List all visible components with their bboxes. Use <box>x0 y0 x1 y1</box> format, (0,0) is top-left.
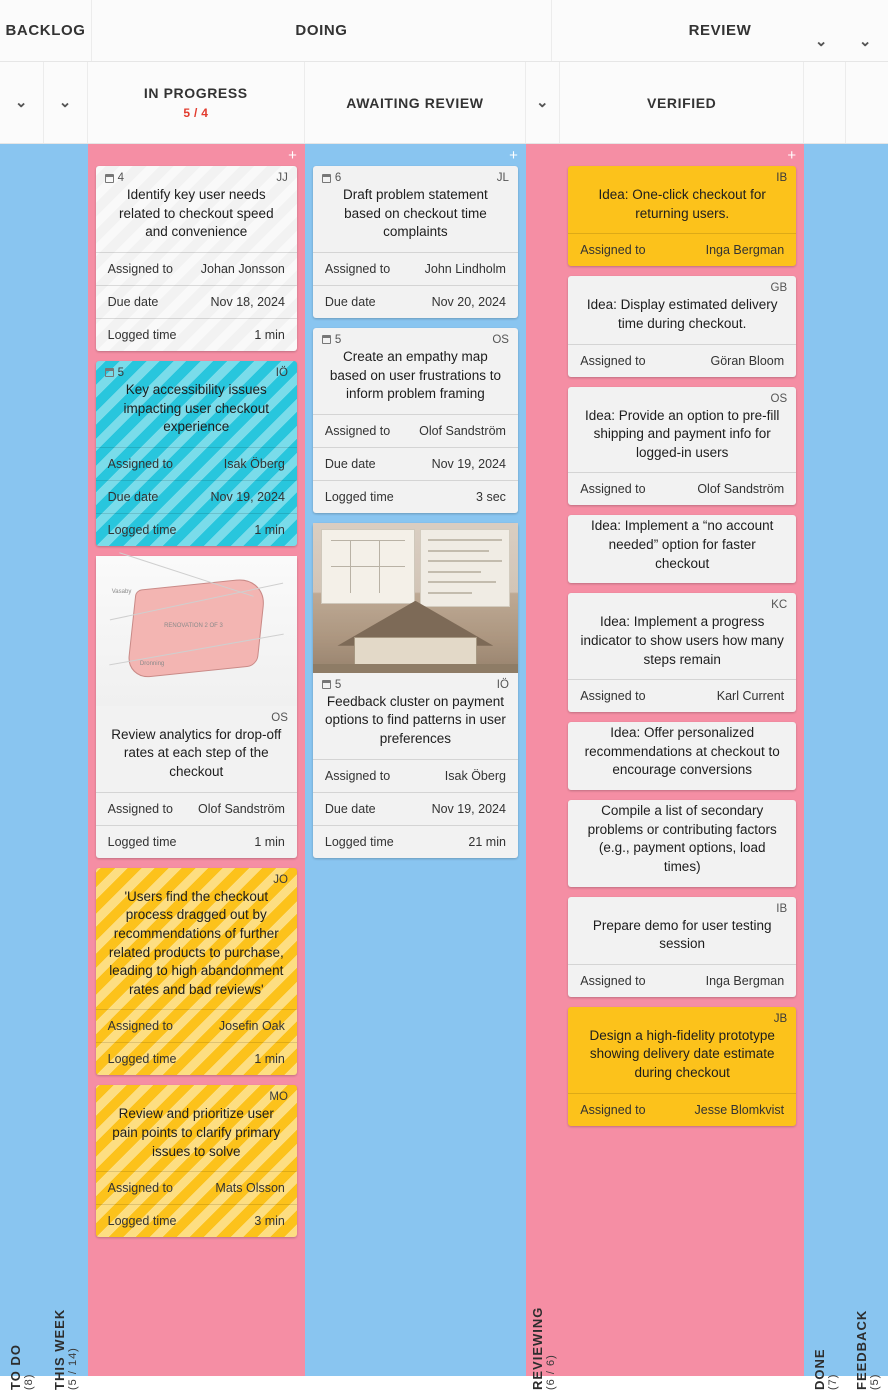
avatar-initials: GB <box>770 282 788 295</box>
card-meta-value: Nov 19, 2024 <box>431 801 506 816</box>
card-meta-label: Assigned to <box>107 456 173 471</box>
card-title: Prepare demo for user testing session <box>592 917 772 952</box>
group-header-row <box>0 0 888 62</box>
card-meta-label: Assigned to <box>324 261 391 276</box>
card-meta-value: Göran Bloom <box>710 353 785 368</box>
card-meta-value: Isak Öberg <box>223 456 285 471</box>
card-meta-label: Assigned to <box>580 243 646 258</box>
card-title: Compile a list of secondary problems or contributing factors (e.g., payment options, load times) <box>587 803 777 874</box>
card-meta-row <box>96 513 297 546</box>
calendar-icon <box>322 174 331 183</box>
lane-todo-label-wrap <box>0 158 44 1390</box>
lane-this-week[interactable] <box>44 144 88 1390</box>
card-meta-row <box>313 825 518 858</box>
card-meta-value: 1 min <box>254 522 285 537</box>
card-meta-row <box>313 447 518 480</box>
card-meta-value: Nov 19, 2024 <box>210 489 285 504</box>
card-meta-row <box>313 480 518 513</box>
card-header <box>96 166 297 184</box>
card-title: Idea: Implement a “no account needed” option for faster checkout <box>591 518 774 571</box>
card-meta-row <box>96 252 297 285</box>
wip-limit-badge: 5 / 4 <box>183 106 209 120</box>
avatar-initials: OS <box>492 333 509 346</box>
card[interactable] <box>313 166 518 318</box>
card-title: Idea: Provide an option to pre-fill shipping and payment info for logged-in users <box>585 407 780 460</box>
card-meta-label: Assigned to <box>324 423 391 438</box>
calendar-icon <box>105 174 114 183</box>
card-meta-value: Inga Bergman <box>705 973 785 988</box>
card-title: Draft problem statement based on checkout time complaints <box>343 187 488 240</box>
card-header <box>568 1007 796 1025</box>
card-meta-label: Assigned to <box>580 973 646 988</box>
add-card-button-awaiting-review[interactable]: + <box>509 147 518 164</box>
card-meta-row <box>96 285 297 318</box>
card-meta-value: Mats Olsson <box>215 1181 285 1196</box>
card-due-chip <box>322 172 341 184</box>
card-days-count: 5 <box>334 333 342 346</box>
lane-done-label-wrap <box>804 158 846 1390</box>
card-meta-value: Jesse Blomkvist <box>694 1102 785 1117</box>
card-title: Idea: Offer personalized recommendations at checkout to encourage conversions <box>584 725 780 778</box>
chevron-down-icon-done[interactable]: ⌄ <box>814 33 828 50</box>
subheader-awaiting-review-label: AWAITING REVIEW <box>346 94 484 111</box>
card[interactable] <box>313 328 518 513</box>
card-meta-row <box>96 1042 297 1075</box>
avatar-initials: IÖ <box>496 678 509 691</box>
lane-in-progress-cards <box>88 144 305 1247</box>
card-meta-label: Logged time <box>324 489 394 504</box>
card-meta-row <box>313 414 518 447</box>
lane-done-label: DONE <box>811 1348 827 1390</box>
card-meta-label: Due date <box>324 294 376 309</box>
card-meta-label: Assigned to <box>580 482 646 497</box>
card-meta-value: Olof Sandström <box>697 482 785 497</box>
card-due-chip <box>105 367 124 379</box>
card-title: Review and prioritize user pain points to clarify primary issues to solve <box>112 1106 281 1159</box>
card-meta-value: 3 min <box>254 1214 285 1229</box>
card-days-count: 4 <box>117 172 125 184</box>
card-title: Feedback cluster on payment options to find patterns in user preferences <box>324 693 506 746</box>
add-card-button-in-progress[interactable]: + <box>288 147 297 164</box>
subheader-this-week[interactable] <box>44 62 88 143</box>
avatar-initials: MO <box>269 1091 288 1104</box>
card-meta-row <box>96 825 297 858</box>
card[interactable] <box>96 166 297 351</box>
card[interactable] <box>568 166 796 266</box>
card-meta-value: Nov 18, 2024 <box>210 294 285 309</box>
card-meta-row <box>313 759 518 792</box>
card-meta-row <box>568 233 796 266</box>
avatar-initials: JJ <box>276 172 288 184</box>
avatar-initials: OS <box>770 392 788 405</box>
card-meta-label: Assigned to <box>580 689 646 704</box>
card-meta-label: Assigned to <box>580 353 646 368</box>
calendar-icon <box>322 680 331 689</box>
card[interactable] <box>568 897 796 997</box>
card-meta-value: Josefin Oak <box>218 1019 285 1034</box>
lane-feedback-count: (5) <box>868 1373 881 1390</box>
subheader-verified[interactable] <box>560 62 804 143</box>
lane-done[interactable] <box>804 144 846 1390</box>
avatar-initials: JL <box>496 172 509 184</box>
lane-todo-count: (8) <box>23 1373 36 1390</box>
subheader-in-progress[interactable] <box>88 62 305 143</box>
card-thumbnail-photo <box>313 523 518 673</box>
card-meta-label: Logged time <box>107 522 177 537</box>
group-header-backlog[interactable] <box>0 0 92 61</box>
lane-this-week-count: (5 / 14) <box>67 1347 80 1390</box>
card-meta-label: Logged time <box>107 327 177 342</box>
lane-reviewing[interactable] <box>526 144 560 1390</box>
card-thumbnail-map: Vasaby RENOVATION 2 OF 3 Dronning <box>96 556 297 706</box>
card[interactable] <box>96 868 297 1076</box>
card-meta-label: Assigned to <box>107 1181 173 1196</box>
avatar-initials: IB <box>776 902 788 915</box>
chevron-down-icon-this-week[interactable]: ⌄ <box>58 94 72 111</box>
card-title: Idea: Display estimated delivery time during checkout. <box>586 297 778 331</box>
card[interactable] <box>96 361 297 546</box>
subheader-verified-label: VERIFIED <box>647 94 717 111</box>
card-meta-label: Assigned to <box>107 261 173 276</box>
card-due-chip <box>105 172 124 184</box>
card-meta-label: Due date <box>324 801 376 816</box>
subheader-feedback[interactable] <box>846 62 888 143</box>
group-header-doing-label: DOING <box>295 22 348 39</box>
card-meta-row <box>568 472 796 505</box>
group-header-backlog-label: BACKLOG <box>5 22 86 39</box>
subgroup-header-row <box>0 62 888 144</box>
card-header <box>568 387 796 405</box>
card-header <box>96 706 297 724</box>
card-meta-row <box>96 1171 297 1204</box>
card-meta-row <box>96 1009 297 1042</box>
chevron-down-icon-todo[interactable]: ⌄ <box>14 94 29 111</box>
card-meta-label: Assigned to <box>107 1019 173 1034</box>
card-meta-value: John Lindholm <box>424 261 506 276</box>
card[interactable] <box>568 800 796 887</box>
avatar-initials: JB <box>773 1012 788 1025</box>
avatar-initials: KC <box>771 599 788 612</box>
card-header <box>568 897 796 915</box>
group-header-review-label: REVIEW <box>688 22 752 39</box>
card-meta-label: Due date <box>107 294 159 309</box>
card-header <box>568 166 796 184</box>
card-meta-row <box>313 285 518 318</box>
card-title: Identify key user needs related to checkout speed and convenience <box>118 187 274 240</box>
card[interactable] <box>568 593 796 712</box>
avatar-initials: JO <box>273 873 288 886</box>
card-meta-row <box>96 447 297 480</box>
card-header <box>313 673 518 691</box>
card-meta-row <box>568 344 796 377</box>
lane-reviewing-label-wrap <box>526 158 560 1390</box>
card-header <box>96 868 297 886</box>
card-meta-value: Isak Öberg <box>444 768 506 783</box>
card-meta-label: Assigned to <box>580 1102 646 1117</box>
card-header <box>96 1085 297 1103</box>
card-meta-label: Logged time <box>107 1052 177 1067</box>
card-title: Idea: Implement a progress indicator to show users how many steps remain <box>580 614 784 667</box>
card-meta-value: Johan Jonsson <box>200 261 285 276</box>
card-meta-value: Olof Sandström <box>198 801 285 816</box>
card[interactable] <box>568 387 796 506</box>
card-meta-row <box>96 318 297 351</box>
card[interactable] <box>313 523 518 858</box>
card-meta-value: Karl Current <box>716 689 785 704</box>
card-meta-row <box>96 792 297 825</box>
lane-done-count: (7) <box>826 1373 839 1390</box>
lane-todo-label: TO DO <box>8 1344 24 1390</box>
card-meta-value: Nov 19, 2024 <box>431 456 506 471</box>
lane-this-week-label: THIS WEEK <box>52 1308 68 1390</box>
card-meta-label: Logged time <box>107 834 177 849</box>
card-days-count: 6 <box>334 172 342 184</box>
calendar-icon <box>105 368 114 377</box>
card-meta-label: Logged time <box>107 1214 177 1229</box>
calendar-icon <box>322 335 331 344</box>
card-meta-row <box>568 1093 796 1126</box>
lane-feedback[interactable] <box>846 144 888 1390</box>
avatar-initials: IB <box>776 172 788 184</box>
card-meta-value: 1 min <box>254 1052 285 1067</box>
card-title: Design a high-fidelity prototype showing delivery date estimate during checkout <box>589 1027 775 1080</box>
subheader-todo[interactable] <box>0 62 44 143</box>
card-title: Review analytics for drop-off rates at each step of the checkout <box>111 726 282 779</box>
card-meta-row <box>568 679 796 712</box>
lane-reviewing-label: REVIEWING <box>529 1306 545 1390</box>
card-meta-label: Due date <box>324 456 376 471</box>
lane-awaiting-review[interactable] <box>305 144 526 1376</box>
lane-feedback-label: FEEDBACK <box>853 1309 869 1390</box>
card-meta-row <box>568 964 796 997</box>
card-header <box>313 328 518 346</box>
chevron-down-icon-reviewing[interactable]: ⌄ <box>536 94 550 111</box>
card-title: Key accessibility issues impacting user checkout experience <box>123 381 270 435</box>
lane-verified-cards <box>560 144 804 1136</box>
card-meta-value: 1 min <box>254 834 285 849</box>
lane-this-week-label-wrap <box>44 158 88 1390</box>
card-due-chip <box>322 679 341 691</box>
subheader-done[interactable] <box>804 62 846 143</box>
card[interactable] <box>568 276 796 376</box>
card[interactable] <box>96 556 297 858</box>
card-days-count: 5 <box>117 366 125 379</box>
add-card-button-verified[interactable]: + <box>787 147 797 164</box>
card-header <box>96 361 297 379</box>
chevron-down-icon-feedback[interactable]: ⌄ <box>858 33 872 50</box>
card-meta-value: 3 sec <box>476 489 506 504</box>
lane-in-progress[interactable] <box>88 144 305 1376</box>
lane-awaiting-review-cards <box>305 144 526 868</box>
card[interactable] <box>568 1007 796 1126</box>
lane-todo[interactable] <box>0 144 44 1390</box>
avatar-initials: OS <box>271 711 288 724</box>
avatar-initials: IÖ <box>275 366 288 379</box>
card-meta-label: Due date <box>107 489 159 504</box>
card-title: 'Users find the checkout process dragged out by recommendations of further related products to purchase, leading to high abandonment rates and bad reviews' <box>108 888 284 997</box>
card-meta-row <box>313 252 518 285</box>
card-meta-label: Assigned to <box>324 768 391 783</box>
card-days-count: 5 <box>334 678 342 691</box>
lane-feedback-label-wrap <box>846 158 888 1390</box>
card-header <box>568 593 796 611</box>
card-meta-value: Nov 20, 2024 <box>431 294 506 309</box>
card-header <box>313 166 518 184</box>
card-meta-row <box>96 1204 297 1237</box>
card-due-chip <box>322 334 341 346</box>
card-title: Idea: One-click checkout for returning users. <box>598 187 766 221</box>
card-meta-value: 21 min <box>468 834 506 849</box>
lanes-row <box>0 144 888 1390</box>
card-meta-label: Logged time <box>324 834 394 849</box>
lane-reviewing-count: (6 / 6) <box>544 1354 557 1390</box>
subheader-in-progress-label: IN PROGRESS <box>143 85 248 101</box>
card-meta-row <box>313 792 518 825</box>
subheader-reviewing[interactable] <box>526 62 560 143</box>
lane-verified[interactable] <box>560 144 804 1376</box>
group-header-review[interactable] <box>552 0 888 61</box>
card[interactable] <box>568 722 796 790</box>
card[interactable] <box>96 1085 297 1237</box>
card-meta-value: Inga Bergman <box>705 243 785 258</box>
card[interactable] <box>568 515 796 583</box>
card-title: Create an empathy map based on user frustrations to inform problem framing <box>329 348 501 402</box>
card-meta-value: Olof Sandström <box>419 423 506 438</box>
subheader-awaiting-review[interactable] <box>305 62 526 143</box>
card-header <box>568 276 796 294</box>
card-meta-value: 1 min <box>254 327 285 342</box>
card-meta-row <box>96 480 297 513</box>
card-meta-label: Assigned to <box>107 801 173 816</box>
group-header-doing[interactable] <box>92 0 552 61</box>
